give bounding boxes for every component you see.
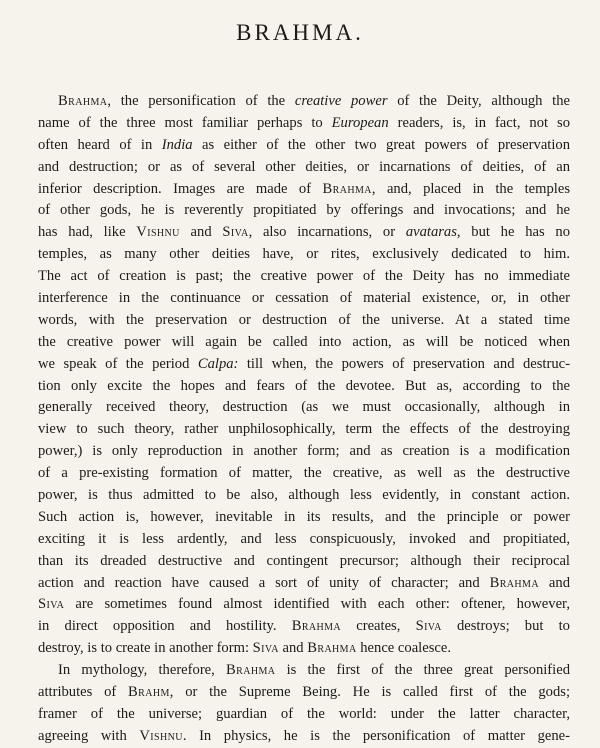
text-run: hence coalesce. bbox=[356, 640, 451, 657]
text-run: the creative power will again be called into action, as will be noticed when bbox=[38, 333, 570, 350]
text-run: Such action is, however, inevitable in its results, and the principle or power bbox=[38, 508, 570, 525]
text-run: of the Deity, although the bbox=[387, 93, 570, 109]
text-run: creates, bbox=[341, 618, 416, 635]
text-line bbox=[38, 463, 570, 485]
small-caps-name: Brahm bbox=[128, 684, 170, 701]
small-caps-name: Siva bbox=[222, 224, 249, 241]
text-run: interference in the continuance or cessation of material existence, or, in other bbox=[38, 290, 570, 307]
text-line bbox=[38, 91, 570, 113]
text-line bbox=[38, 179, 570, 201]
text-run: view to such theory, rather unphilosophically, term the effects of the destroying bbox=[38, 421, 570, 438]
text-line bbox=[38, 397, 570, 419]
text-run: exciting it is less ardently, and less conspicuously, invoked and propitiated, bbox=[38, 530, 570, 547]
text-line bbox=[38, 266, 570, 288]
text-run: and destruction; or as of several other deities, or incarnations of deities, of an bbox=[38, 158, 570, 175]
text-run: attributes of bbox=[38, 684, 129, 701]
paragraph bbox=[38, 91, 570, 660]
text-line bbox=[38, 244, 570, 266]
italic-term: European bbox=[331, 114, 389, 131]
text-line bbox=[38, 157, 570, 179]
page-title: BRAHMA. bbox=[236, 20, 364, 45]
text-run: , but he has no bbox=[456, 224, 570, 241]
text-run: and bbox=[278, 640, 308, 657]
text-line bbox=[38, 376, 570, 398]
text-line bbox=[38, 200, 570, 222]
text-run: agreeing with bbox=[38, 727, 140, 744]
text-run: as either of the other two great powers of preservation bbox=[192, 136, 571, 153]
text-run: , or the Supreme Being. He is called first of the gods; bbox=[169, 684, 570, 701]
text-line bbox=[38, 638, 570, 660]
text-line bbox=[38, 507, 570, 529]
text-line bbox=[38, 594, 570, 616]
text-run: name of the three most familiar perhaps to bbox=[38, 114, 332, 131]
text-line bbox=[38, 573, 570, 595]
text-run: often heard of in bbox=[38, 136, 162, 153]
italic-term: creative power bbox=[294, 93, 388, 109]
paragraph bbox=[38, 660, 570, 748]
text-run: and bbox=[538, 574, 570, 591]
text-run: , and, placed in the temples bbox=[371, 180, 570, 197]
text-line bbox=[38, 616, 570, 638]
text-run: framer of the universe; guardian of the world: under the latter character, bbox=[38, 705, 570, 722]
small-caps-name: Siva bbox=[415, 618, 442, 635]
text-run: , also incarnations, or bbox=[248, 224, 406, 241]
text-line bbox=[38, 332, 570, 354]
text-run: is the first of the three great personified bbox=[275, 662, 570, 679]
text-run: power, is thus admitted to be also, although less evidently, in constant action. bbox=[38, 487, 570, 504]
italic-term: Calpa: bbox=[197, 355, 239, 372]
text-line bbox=[38, 551, 570, 573]
small-caps-name: Siva bbox=[38, 596, 65, 613]
small-caps-name: Brahma bbox=[291, 618, 342, 635]
text-run: in direct opposition and hostility. bbox=[38, 618, 292, 635]
text-run: we speak of the period bbox=[38, 355, 198, 372]
text-line bbox=[38, 529, 570, 551]
text-line bbox=[38, 354, 570, 376]
small-caps-name: Brahma bbox=[307, 640, 357, 657]
text-line bbox=[38, 135, 570, 157]
text-run: tion only excite the hopes and fears of the devotee. But as, according to the bbox=[38, 377, 570, 394]
text-run: temples, as many other deities have, or rites, exclusively dedicated to him. bbox=[38, 246, 570, 263]
text-line bbox=[38, 726, 570, 748]
text-run: In mythology, therefore, bbox=[58, 662, 226, 679]
small-caps-name: Brahma bbox=[58, 93, 108, 109]
text-line bbox=[38, 441, 570, 463]
text-run: The act of creation is past; the creative power of the Deity has no immediate bbox=[38, 268, 570, 285]
text-run: has had, like bbox=[38, 224, 137, 241]
text-run: than its dreaded destructive and contingent precursor; although their reciprocal bbox=[38, 552, 570, 569]
text-line bbox=[38, 310, 570, 332]
small-caps-name: Vishnu bbox=[136, 224, 180, 241]
small-caps-name: Brahma bbox=[322, 180, 372, 197]
small-caps-name: Brahma bbox=[489, 574, 539, 591]
italic-term: India bbox=[161, 136, 193, 153]
text-run: readers, is, in fact, not so bbox=[388, 114, 570, 131]
text-run: . In physics, he is the personification of matter gene- bbox=[182, 727, 570, 744]
text-line bbox=[38, 682, 570, 704]
italic-term: avataras bbox=[405, 224, 457, 241]
text-run: power,) is only reproduction in another form; and as creation is a modification bbox=[38, 443, 570, 460]
small-caps-name: Brahma bbox=[226, 662, 276, 679]
body-text bbox=[38, 91, 570, 748]
text-line bbox=[38, 660, 570, 682]
text-line bbox=[38, 704, 570, 726]
small-caps-name: Siva bbox=[252, 640, 279, 657]
text-run: are sometimes found almost identified with each other: oftener, however, bbox=[64, 596, 570, 613]
text-run: of other gods, he is reverently propitiated by offerings and invocations; and he bbox=[38, 202, 570, 219]
text-line bbox=[38, 288, 570, 310]
text-run: destroy, is to create in another form: bbox=[38, 640, 253, 657]
text-line bbox=[38, 113, 570, 135]
text-run: action and reaction have caused a sort of unity of character; and bbox=[38, 574, 490, 591]
text-line bbox=[38, 222, 570, 244]
text-run: of a pre-existing formation of matter, the creative, as well as the destructive bbox=[38, 465, 570, 482]
text-run: , the personification of the bbox=[107, 93, 295, 109]
text-line bbox=[38, 419, 570, 441]
text-run: till when, the powers of preservation and destruc- bbox=[238, 355, 570, 372]
text-run: inferior description. Images are made of bbox=[38, 180, 323, 197]
text-run: generally received theory, destruction (as we must occasionally, although in bbox=[38, 399, 570, 416]
small-caps-name: Vishnu bbox=[139, 727, 183, 744]
text-run: and bbox=[179, 224, 223, 241]
text-run: words, with the preservation or destruction of the universe. At a stated time bbox=[38, 311, 570, 328]
text-line bbox=[38, 485, 570, 507]
text-run: destroys; but to bbox=[441, 618, 570, 635]
